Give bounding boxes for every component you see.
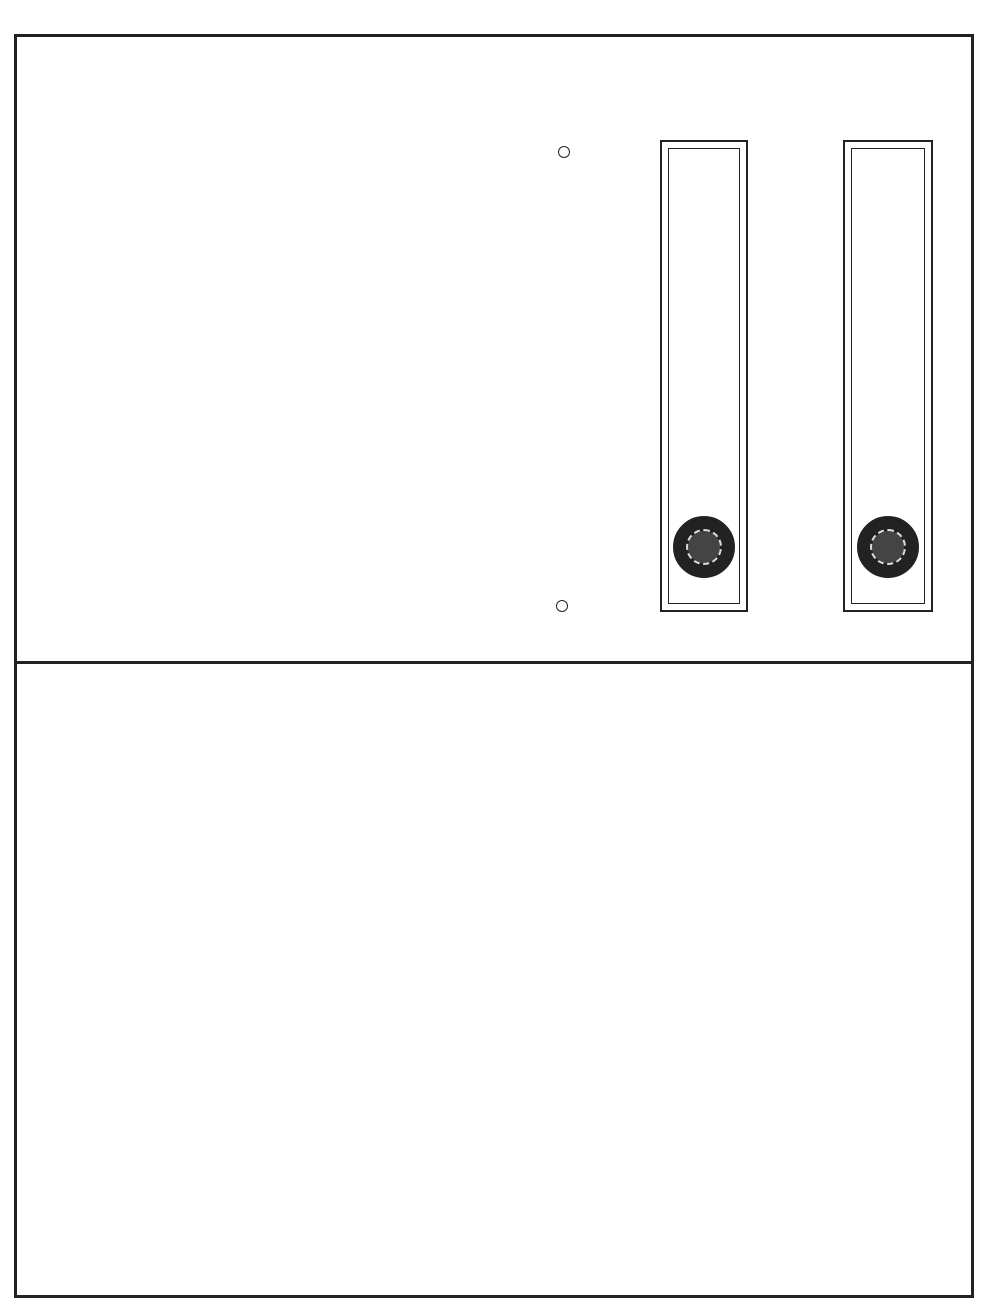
seal-icon — [673, 516, 735, 578]
page-divider — [14, 661, 974, 664]
circle-mark-bottom — [556, 600, 568, 612]
page-frame — [14, 34, 974, 1298]
seal-icon — [857, 516, 919, 578]
cover-slip-right — [843, 140, 933, 612]
circle-mark-top — [558, 146, 570, 158]
cover-slip-left — [660, 140, 748, 612]
